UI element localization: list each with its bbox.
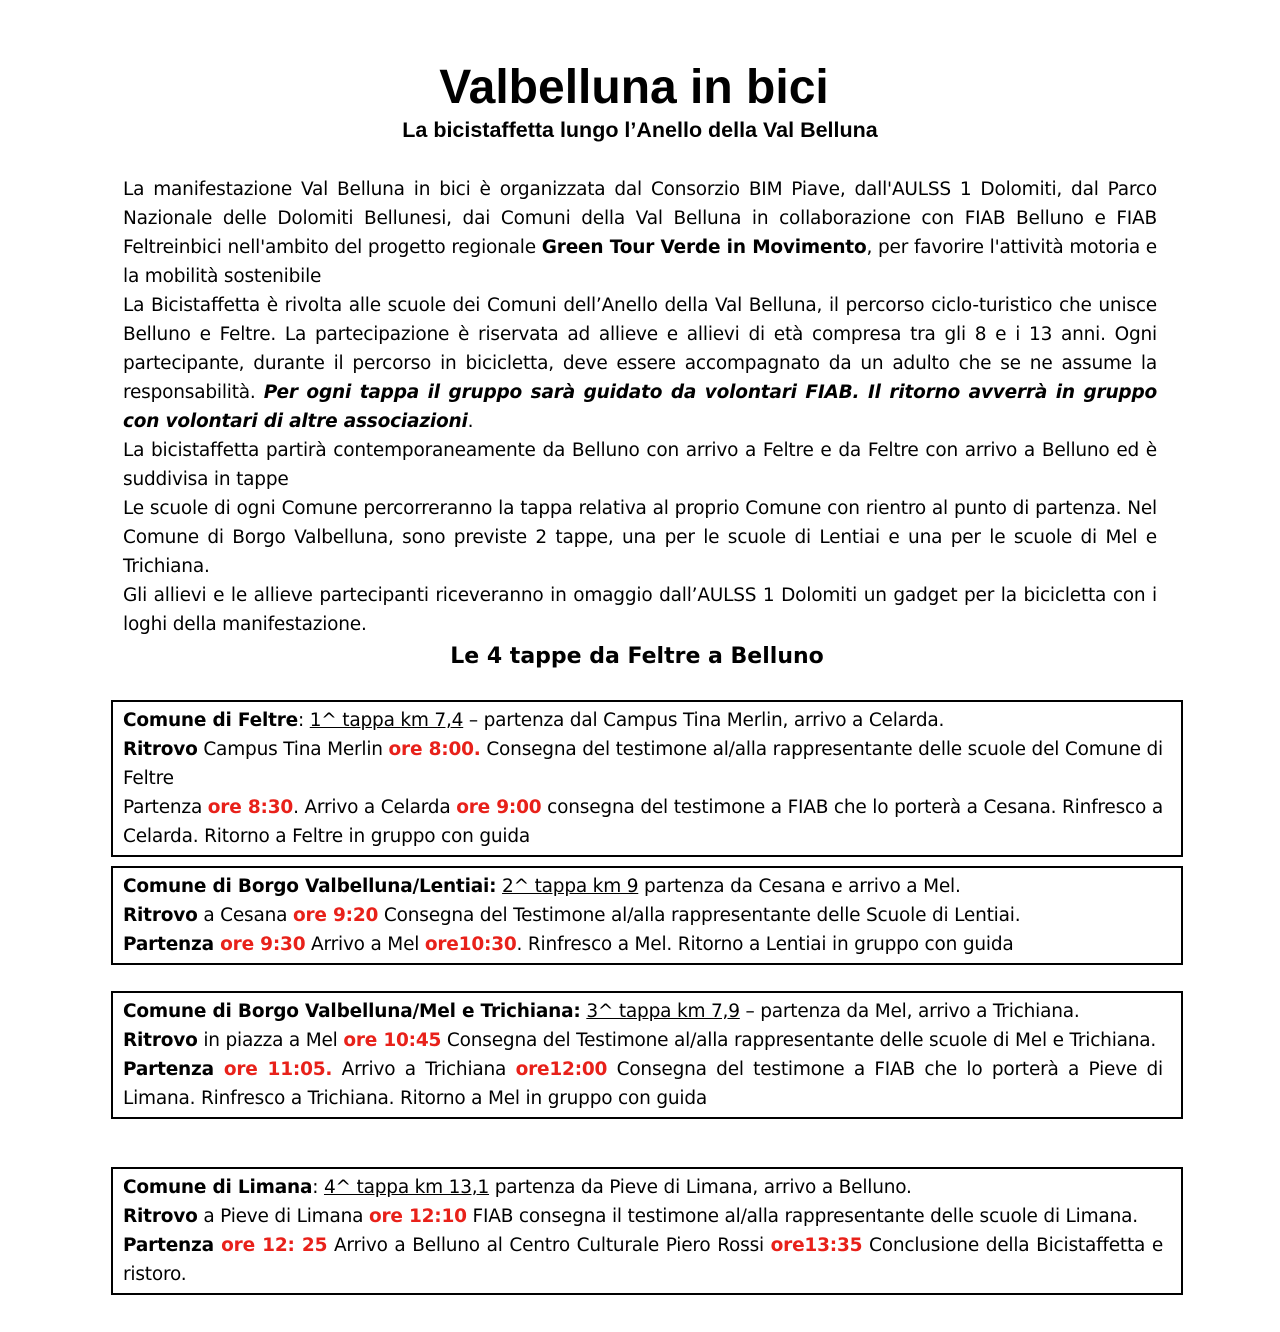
document-subtitle: La bicistaffetta lungo l’Anello della Val Belluna [402,118,878,142]
ritrovo-time: ore 10:45 [343,1030,442,1051]
intro-p2-tail: . [467,411,474,432]
arrivo-time: ore 9:00 [456,797,542,818]
ritrovo-detail: Consegna del Testimone al/alla rappresentante delle scuole di Mel e Trichiana. [441,1030,1157,1051]
ritrovo-place: in piazza a Mel [197,1030,344,1051]
arrivo-time: ore10:30 [424,934,517,955]
stage-3-partenza [123,1055,1163,1113]
arrivo-time: ore13:35 [770,1235,863,1256]
intro-paragraph-5: Gli allievi e le allieve partecipanti riceveranno in omaggio dall’AULSS 1 Dolomiti un gadget per la bicicletta con i loghi della manifestazione. [123,585,1157,635]
partenza-time: ore 11:05. [213,1059,333,1080]
ritrovo-label: Ritrovo [123,739,198,760]
stages-heading: Le 4 tappe da Feltre a Belluno [450,644,824,669]
partenza-time: ore 9:30 [213,934,306,955]
stage-1-ritrovo [123,735,1163,793]
stage-1-header [123,706,1163,735]
ritrovo-place: Campus Tina Merlin [197,739,389,760]
intro-p2-text: La Bicistaffetta è rivolta alle scuole dei Comuni dell’Anello della Val Belluna, il percorso ciclo-turistico che unisce Belluno e Feltre. La partecipazione è riservata ad allieve e allievi di età compresa tra gli 8 e i 13 anni. Ogni partecipante, durante il percorso in bicicletta, deve essere accompagnato da un adulto che se ne assume la responsabilità. [123,295,1157,403]
stage-1-tappa: 1^ tappa km 7,4 [309,710,464,731]
separator: : [312,1177,324,1198]
stage-2-comune: Comune di Borgo Valbelluna/Lentiai: [123,876,497,897]
ritrovo-label: Ritrovo [123,1030,198,1051]
stage-4-tappa: 4^ tappa km 13,1 [323,1177,490,1198]
ritrovo-time: ore 9:20 [292,905,379,926]
stage-4-header [123,1173,1163,1202]
intro-paragraph-3: La bicistaffetta partirà contemporaneamente da Belluno con arrivo a Feltre e da Feltre con arrivo a Belluno ed è suddivisa in tappe [123,440,1157,490]
project-name: Green Tour Verde in Movimento [541,237,867,258]
stage-4-comune: Comune di Limana [123,1177,313,1198]
stage-2-tappa: 2^ tappa km 9 [502,876,639,897]
partenza-label: Partenza [123,797,208,818]
stage-1-route: – partenza dal Campus Tina Merlin, arrivo a Celarda. [463,710,945,731]
arrivo-text: Arrivo a Mel [305,934,425,955]
ritrovo-detail: Consegna del Testimone al/alla rappresentante delle Scuole di Lentiai. [378,905,1021,926]
guide-note: Per ogni tappa il gruppo sarà guidato da volontari FIAB. Il ritorno avverrà in gruppo con volontari di altre associazioni [123,382,1158,432]
arrivo-time: ore12:00 [515,1059,608,1080]
partenza-detail: . Rinfresco a Mel. Ritorno a Lentiai in gruppo con guida [516,934,1014,955]
stage-box-2 [111,866,1183,965]
stage-box-3 [111,991,1183,1119]
stage-3-header [123,997,1163,1026]
partenza-label: Partenza [123,934,214,955]
stage-1-comune: Comune di Feltre [123,710,299,731]
document-title: Valbelluna in bici [439,61,829,114]
stage-3-ritrovo [123,1026,1163,1055]
ritrovo-time: ore 12:10 [368,1206,467,1227]
partenza-detail: Consegna del testimone a FIAB che lo porterà a Pieve di Limana. Rinfresco a Trichiana. Ritorno a Mel in gruppo con guida [123,1059,1163,1109]
stage-4-ritrovo [123,1202,1163,1231]
partenza-time: ore 12: 25 [213,1235,328,1256]
ritrovo-detail: Consegna del testimone al/alla rappresentante delle scuole del Comune di Feltre [123,739,1163,789]
stage-2-header [123,872,1163,901]
ritrovo-detail: FIAB consegna il testimone al/alla rappresentante delle scuole di Limana. [466,1206,1138,1227]
arrivo-text: Arrivo a Trichiana [332,1059,516,1080]
stage-box-4 [111,1167,1183,1295]
stage-1-partenza [123,793,1163,851]
partenza-label: Partenza [123,1235,214,1256]
stage-3-tappa: 3^ tappa km 7,9 [586,1001,740,1022]
intro-paragraph-1 [123,175,1157,291]
stage-3-comune: Comune di Borgo Valbelluna/Mel e Trichiana: [123,1001,581,1022]
intro-p1-tail: , per favorire l'attività motoria e la mobilità sostenibile [123,237,1157,287]
stage-4-partenza [123,1231,1163,1289]
stage-box-1 [111,700,1183,857]
partenza-label: Partenza [123,1059,214,1080]
intro-p1-text: La manifestazione Val Belluna in bici è organizzata dal Consorzio BIM Piave, dall'AULSS 1 Dolomiti, dal Parco Nazionale delle Dolomiti Bellunesi, dai Comuni della Val Belluna in collaborazione con FIAB Belluno e FIAB Feltreinbici nell'ambito del progetto regionale [123,179,1157,258]
ritrovo-time: ore 8:00. [388,739,481,760]
separator: : [298,710,310,731]
intro-paragraph-4: Le scuole di ogni Comune percorreranno la tappa relativa al proprio Comune con rientro al punto di partenza. Nel Comune di Borgo Valbelluna, sono previste 2 tappe, una per le scuole di Lentiai e una per le scuole di Mel e Trichiana. [123,498,1157,577]
stage-2-ritrovo [123,901,1163,930]
partenza-detail: Conclusione della Bicistaffetta e ristoro. [123,1235,1163,1285]
stage-4-route: partenza da Pieve di Limana, arrivo a Belluno. [489,1177,912,1198]
intro-text [123,175,1157,639]
stage-2-partenza [123,930,1163,959]
arrivo-text: Arrivo a Belluno al Centro Culturale Piero Rossi [327,1235,771,1256]
stage-3-route: – partenza da Mel, arrivo a Trichiana. [739,1001,1080,1022]
stage-2-route: partenza da Cesana e arrivo a Mel. [638,876,961,897]
partenza-time: ore 8:30 [207,797,294,818]
arrivo-text: . Arrivo a Celarda [293,797,457,818]
intro-paragraph-2 [123,291,1157,436]
ritrovo-place: a Pieve di Limana [197,1206,369,1227]
partenza-detail: consegna del testimone a FIAB che lo porterà a Cesana. Rinfresco a Celarda. Ritorno a Feltre in gruppo con guida [123,797,1163,847]
ritrovo-label: Ritrovo [123,905,198,926]
ritrovo-label: Ritrovo [123,1206,198,1227]
ritrovo-place: a Cesana [197,905,293,926]
